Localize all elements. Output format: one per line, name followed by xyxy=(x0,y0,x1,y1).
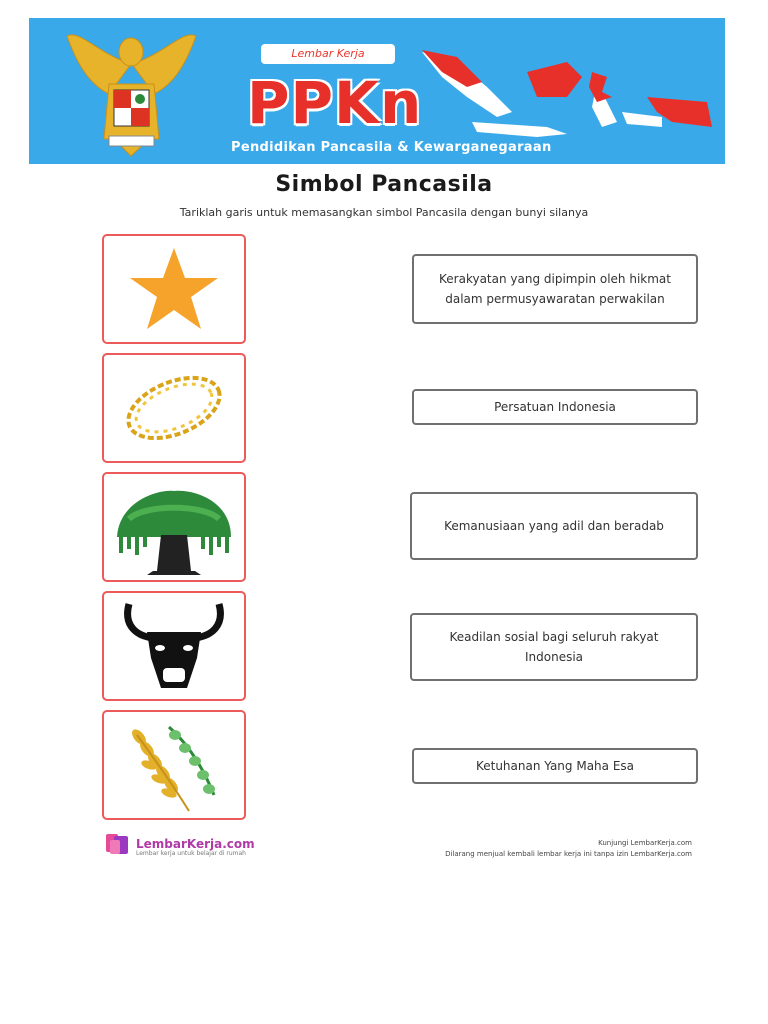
bull-head-icon xyxy=(119,596,229,696)
sila-option-persatuan[interactable]: Persatuan Indonesia xyxy=(412,389,698,425)
star-icon xyxy=(122,244,226,334)
footer-credit-line-2: Dilarang menjual kembali lembar kerja ini tanpa izin LembarKerja.com xyxy=(445,850,692,858)
sila-option-keadilan[interactable]: Keadilan sosial bagi seluruh rakyat Indonesia xyxy=(410,613,698,681)
indonesia-map-icon xyxy=(417,42,717,152)
chain-icon xyxy=(114,360,234,456)
worksheet-instruction: Tariklah garis untuk memasangkan simbol Pancasila dengan bunyi silanya xyxy=(179,206,589,219)
footer-credits xyxy=(445,838,692,860)
lembarkerja-logo-icon xyxy=(104,830,132,858)
banyan-tree-icon xyxy=(109,479,239,575)
symbol-banyan-tree[interactable] xyxy=(102,472,246,582)
symbol-star[interactable] xyxy=(102,234,246,344)
symbol-bull-head[interactable] xyxy=(102,591,246,701)
footer-logo-text: LembarKerja.com xyxy=(136,837,255,851)
subject-subtitle: Pendidikan Pancasila & Kewarganegaraan xyxy=(231,140,552,155)
rice-cotton-icon xyxy=(119,715,229,815)
footer-logo-tagline: Lembar kerja untuk belajar di rumah xyxy=(136,850,246,857)
header-banner xyxy=(29,18,725,164)
garuda-pancasila-icon xyxy=(59,24,204,158)
sila-option-ketuhanan[interactable]: Ketuhanan Yang Maha Esa xyxy=(412,748,698,784)
symbol-chain[interactable] xyxy=(102,353,246,463)
brand-title: PPKn xyxy=(247,69,423,137)
worksheet-title: Simbol Pancasila xyxy=(275,172,493,197)
footer-credit-line-1: Kunjungi LembarKerja.com xyxy=(598,839,692,847)
sila-option-kemanusiaan[interactable]: Kemanusiaan yang adil dan beradab xyxy=(410,492,698,560)
worksheet-badge: Lembar Kerja xyxy=(261,44,395,64)
sila-option-kerakyatan[interactable]: Kerakyatan yang dipimpin oleh hikmat dalam permusyawaratan perwakilan xyxy=(412,254,698,324)
footer-logo xyxy=(104,828,264,860)
symbol-rice-cotton[interactable] xyxy=(102,710,246,820)
